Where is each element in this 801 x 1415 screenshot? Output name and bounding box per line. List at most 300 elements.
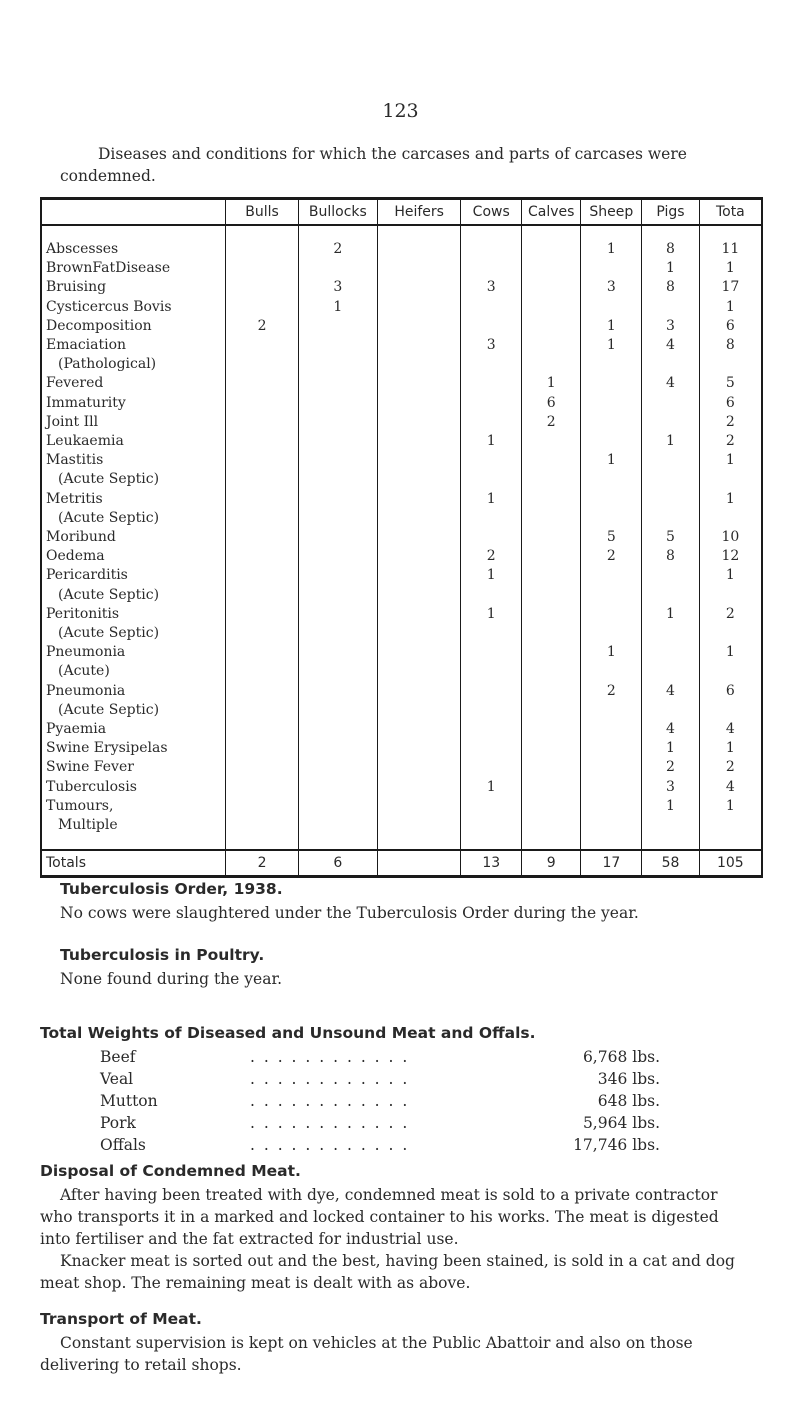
condition-name: Mastitis	[46, 452, 104, 469]
table-row	[41, 394, 762, 413]
condition-cell	[41, 336, 226, 374]
count-cell: 1	[699, 298, 762, 317]
condition-cell	[41, 643, 226, 681]
count-cell: 1	[461, 778, 522, 797]
count-cell	[298, 605, 377, 643]
count-cell: 4	[699, 778, 762, 797]
total-cell: 58	[642, 850, 699, 877]
condition-cell	[41, 720, 226, 739]
condition-cell	[41, 413, 226, 432]
count-cell	[522, 643, 581, 681]
count-cell: 8	[699, 336, 762, 374]
column-header: Calves	[522, 199, 581, 226]
count-cell: 1	[642, 797, 699, 835]
count-cell: 2	[642, 758, 699, 777]
count-cell	[461, 739, 522, 758]
count-cell	[298, 682, 377, 720]
count-cell	[581, 797, 642, 835]
condition-name: Abscesses	[46, 241, 119, 257]
condition-cell	[41, 432, 226, 451]
count-cell: 2	[581, 682, 642, 720]
weight-value: 648 lbs.	[597, 1092, 660, 1110]
table-row	[41, 259, 762, 278]
table-row	[41, 432, 762, 451]
weight-value: 5,964 lbs.	[582, 1114, 660, 1132]
total-cell: 17	[581, 850, 642, 877]
disposal-paragraph-2: Knacker meat is sorted out and the best, having been stained, is sold in a cat and dog meat shop. The remaining meat is dealt with as above.	[40, 1252, 735, 1292]
count-cell	[226, 682, 299, 720]
count-cell	[298, 259, 377, 278]
count-cell	[642, 298, 699, 317]
count-cell	[522, 336, 581, 374]
count-cell: 1	[699, 451, 762, 489]
count-cell: 3	[642, 778, 699, 797]
table-row	[41, 605, 762, 643]
weight-row	[100, 1068, 660, 1090]
count-cell	[298, 451, 377, 489]
count-cell: 6	[699, 682, 762, 720]
count-cell	[522, 490, 581, 528]
weight-row	[100, 1112, 660, 1134]
weight-label: Pork	[100, 1114, 136, 1132]
count-cell	[226, 528, 299, 547]
count-cell	[522, 451, 581, 489]
count-cell	[522, 720, 581, 739]
total-cell: 13	[461, 850, 522, 877]
count-cell	[377, 547, 461, 566]
condition-qualifier: (Acute Septic)	[58, 509, 160, 526]
count-cell	[642, 451, 699, 489]
count-cell: 2	[699, 432, 762, 451]
count-cell: 4	[642, 336, 699, 374]
count-cell	[298, 758, 377, 777]
count-cell	[226, 394, 299, 413]
count-cell	[522, 797, 581, 835]
count-cell	[581, 394, 642, 413]
count-cell: 1	[461, 490, 522, 528]
count-cell	[522, 528, 581, 547]
count-cell: 5	[642, 528, 699, 547]
count-cell: 4	[699, 720, 762, 739]
count-cell: 10	[699, 528, 762, 547]
count-cell	[377, 605, 461, 643]
condition-name: Emaciation	[46, 337, 127, 354]
condition-name: Swine Erysipelas	[46, 740, 168, 757]
count-cell	[461, 317, 522, 336]
disposal-paragraph-1: After having been treated with dye, condemned meat is sold to a private contractor who transports it in a marked and locked container to his works. The meat is digested into fertiliser and the fat extracted for industrial use.	[40, 1186, 719, 1248]
table-row	[41, 720, 762, 739]
count-cell	[226, 566, 299, 604]
table-row	[41, 451, 762, 489]
count-cell: 1	[461, 432, 522, 451]
column-header: Bulls	[226, 199, 299, 226]
count-cell	[522, 682, 581, 720]
count-cell: 11	[699, 240, 762, 259]
count-cell: 1	[581, 336, 642, 374]
condition-qualifier: (Acute Septic)	[58, 586, 160, 603]
condition-name: Swine Fever	[46, 759, 134, 776]
count-cell: 2	[699, 413, 762, 432]
count-cell: 1	[699, 566, 762, 604]
count-cell	[298, 394, 377, 413]
condition-name: Tuberculosis	[46, 778, 137, 795]
count-cell	[461, 259, 522, 278]
count-cell	[522, 317, 581, 336]
count-cell: 2	[581, 547, 642, 566]
table-row	[41, 374, 762, 393]
count-cell	[377, 566, 461, 604]
count-cell	[581, 605, 642, 643]
count-cell	[226, 605, 299, 643]
count-cell	[581, 432, 642, 451]
count-cell	[522, 605, 581, 643]
column-header: Tota	[699, 199, 762, 226]
count-cell	[226, 432, 299, 451]
tb-order-heading: Tuberculosis Order, 1938.	[60, 880, 283, 898]
count-cell	[461, 758, 522, 777]
count-cell	[522, 547, 581, 566]
transport-text: Constant supervision is kept on vehicles at the Public Abattoir and also on those delivering to retail shops.	[40, 1334, 693, 1374]
count-cell	[581, 739, 642, 758]
count-cell: 1	[699, 739, 762, 758]
count-cell	[298, 317, 377, 336]
condition-cell	[41, 490, 226, 528]
count-cell	[226, 490, 299, 528]
count-cell	[461, 797, 522, 835]
count-cell	[298, 413, 377, 432]
count-cell: 1	[581, 451, 642, 489]
count-cell	[298, 374, 377, 393]
count-cell: 1	[581, 317, 642, 336]
count-cell: 5	[581, 528, 642, 547]
count-cell	[377, 298, 461, 317]
count-cell	[522, 432, 581, 451]
weight-row	[100, 1134, 660, 1156]
count-cell: 2	[226, 317, 299, 336]
count-cell	[298, 432, 377, 451]
totals-label: Totals	[41, 850, 226, 877]
count-cell: 1	[461, 566, 522, 604]
condition-name: Leukaemia	[46, 433, 124, 450]
count-cell: 2	[699, 758, 762, 777]
count-cell: 2	[522, 413, 581, 432]
count-cell	[377, 451, 461, 489]
count-cell	[226, 240, 299, 259]
table-row	[41, 490, 762, 528]
count-cell	[461, 240, 522, 259]
count-cell	[226, 758, 299, 777]
count-cell	[377, 490, 461, 528]
condition-name: Cysticercus Bovis	[46, 298, 172, 315]
condition-name: Pneumonia	[46, 644, 126, 661]
table-row	[41, 336, 762, 374]
count-cell	[581, 298, 642, 317]
count-cell	[522, 240, 581, 259]
count-cell	[581, 413, 642, 432]
page-number: 123	[382, 100, 419, 122]
count-cell: 4	[642, 720, 699, 739]
tb-poultry-text: None found during the year.	[60, 970, 283, 988]
weight-label: Beef	[100, 1048, 136, 1066]
count-cell	[226, 547, 299, 566]
intro-text: Diseases and conditions for which the carcases and parts of carcases were condemned.	[60, 145, 687, 185]
total-cell	[377, 850, 461, 877]
count-cell	[298, 720, 377, 739]
count-cell	[226, 336, 299, 374]
table-row	[41, 413, 762, 432]
total-cell: 9	[522, 850, 581, 877]
total-cell: 2	[226, 850, 299, 877]
tb-order-text: No cows were slaughtered under the Tuberculosis Order during the year.	[60, 904, 639, 922]
count-cell	[377, 374, 461, 393]
count-cell: 2	[298, 240, 377, 259]
count-cell	[581, 566, 642, 604]
condition-cell	[41, 758, 226, 777]
count-cell: 1	[522, 374, 581, 393]
count-cell	[642, 643, 699, 681]
count-cell: 3	[642, 317, 699, 336]
count-cell: 1	[642, 605, 699, 643]
condition-qualifier: (Acute Septic)	[58, 471, 160, 488]
count-cell: 12	[699, 547, 762, 566]
weight-label: Veal	[100, 1070, 134, 1088]
count-cell	[642, 413, 699, 432]
count-cell	[642, 394, 699, 413]
count-cell: 17	[699, 278, 762, 297]
count-cell	[226, 797, 299, 835]
count-cell	[522, 758, 581, 777]
condition-name: Pneumonia	[46, 682, 126, 699]
count-cell	[461, 451, 522, 489]
count-cell: 2	[461, 547, 522, 566]
count-cell: 4	[642, 374, 699, 393]
condition-cell	[41, 374, 226, 393]
weight-value: 346 lbs.	[597, 1070, 660, 1088]
count-cell	[226, 298, 299, 317]
count-cell: 6	[522, 394, 581, 413]
condition-cell	[41, 259, 226, 278]
table-row	[41, 240, 762, 259]
count-cell	[226, 451, 299, 489]
count-cell: 3	[461, 336, 522, 374]
condition-cell	[41, 278, 226, 297]
count-cell	[377, 528, 461, 547]
weights-list	[100, 1046, 660, 1156]
count-cell	[461, 528, 522, 547]
count-cell	[226, 278, 299, 297]
weight-dots: . . . . . . . . . . . .	[250, 1136, 410, 1154]
count-cell	[377, 643, 461, 681]
condition-name: Pyaemia	[46, 721, 107, 738]
condition-qualifier: (Pathological)	[58, 356, 157, 373]
count-cell	[461, 298, 522, 317]
table-row	[41, 298, 762, 317]
count-cell	[226, 643, 299, 681]
count-cell: 1	[581, 643, 642, 681]
count-cell	[522, 778, 581, 797]
condition-qualifier: (Acute)	[58, 663, 110, 680]
condition-cell	[41, 566, 226, 604]
table-row	[41, 566, 762, 604]
condition-cell	[41, 797, 226, 835]
count-cell	[581, 778, 642, 797]
count-cell	[377, 432, 461, 451]
weight-dots: . . . . . . . . . . . .	[250, 1092, 410, 1110]
condition-name: Immaturity	[46, 394, 126, 411]
disposal-heading: Disposal of Condemned Meat.	[40, 1162, 301, 1180]
count-cell	[377, 413, 461, 432]
count-cell: 4	[642, 682, 699, 720]
count-cell: 1	[642, 259, 699, 278]
count-cell: 1	[298, 298, 377, 317]
count-cell	[377, 739, 461, 758]
count-cell: 1	[642, 739, 699, 758]
table-header-row	[41, 199, 762, 226]
count-cell	[298, 547, 377, 566]
condition-name: Moribund	[46, 529, 116, 546]
spacer-row	[41, 835, 762, 850]
condition-qualifier: Multiple	[58, 817, 118, 834]
weight-value: 6,768 lbs.	[582, 1048, 660, 1066]
table-row	[41, 528, 762, 547]
count-cell: 1	[461, 605, 522, 643]
condition-cell	[41, 682, 226, 720]
column-header: Pigs	[642, 199, 699, 226]
weights-heading: Total Weights of Diseased and Unsound Meat and Offals.	[40, 1024, 536, 1042]
table-row	[41, 682, 762, 720]
weight-row	[100, 1046, 660, 1068]
count-cell	[581, 259, 642, 278]
weight-row	[100, 1090, 660, 1112]
count-cell	[377, 336, 461, 374]
condition-cell	[41, 394, 226, 413]
condition-cell	[41, 778, 226, 797]
condition-qualifier: (Acute Septic)	[58, 625, 160, 642]
transport-heading: Transport of Meat.	[40, 1310, 202, 1328]
count-cell: 1	[699, 490, 762, 528]
weight-label: Offals	[100, 1136, 146, 1154]
count-cell	[522, 278, 581, 297]
weight-value: 17,746 lbs.	[573, 1136, 660, 1154]
condition-cell	[41, 451, 226, 489]
count-cell: 3	[461, 278, 522, 297]
count-cell: 1	[699, 797, 762, 835]
table-row	[41, 758, 762, 777]
tb-poultry-heading: Tuberculosis in Poultry.	[60, 946, 265, 964]
count-cell	[522, 298, 581, 317]
condemnation-table	[40, 197, 763, 878]
count-cell	[461, 413, 522, 432]
count-cell: 8	[642, 547, 699, 566]
count-cell: 8	[642, 278, 699, 297]
condition-cell	[41, 240, 226, 259]
count-cell: 1	[699, 643, 762, 681]
table-body	[41, 225, 762, 877]
count-cell	[377, 797, 461, 835]
table-row	[41, 778, 762, 797]
count-cell: 1	[581, 240, 642, 259]
condition-cell	[41, 547, 226, 566]
count-cell	[298, 739, 377, 758]
condition-name: Bruising	[46, 279, 107, 296]
table-row	[41, 278, 762, 297]
count-cell	[226, 720, 299, 739]
count-cell: 2	[699, 605, 762, 643]
count-cell	[377, 394, 461, 413]
condition-name: Peritonitis	[46, 605, 120, 622]
count-cell: 5	[699, 374, 762, 393]
count-cell	[298, 797, 377, 835]
total-cell: 6	[298, 850, 377, 877]
count-cell: 1	[699, 259, 762, 278]
count-cell	[298, 643, 377, 681]
condition-name: BrownFatDisease	[46, 260, 171, 277]
condition-name: Oedema	[46, 548, 105, 565]
count-cell	[226, 259, 299, 278]
column-header: Sheep	[581, 199, 642, 226]
totals-row	[41, 850, 762, 877]
condition-cell	[41, 605, 226, 643]
count-cell	[522, 259, 581, 278]
condition-name: Pericarditis	[46, 567, 128, 584]
count-cell	[581, 758, 642, 777]
count-cell: 6	[699, 394, 762, 413]
count-cell	[226, 413, 299, 432]
count-cell	[461, 394, 522, 413]
count-cell	[377, 720, 461, 739]
count-cell: 3	[581, 278, 642, 297]
count-cell	[642, 490, 699, 528]
count-cell	[522, 566, 581, 604]
count-cell	[581, 374, 642, 393]
condition-cell	[41, 528, 226, 547]
condition-qualifier: (Acute Septic)	[58, 701, 160, 718]
count-cell	[461, 682, 522, 720]
count-cell	[581, 490, 642, 528]
condition-name: Decomposition	[46, 317, 152, 334]
count-cell	[226, 374, 299, 393]
table-row	[41, 317, 762, 336]
count-cell	[461, 374, 522, 393]
weight-dots: . . . . . . . . . . . .	[250, 1114, 410, 1132]
column-header: Bullocks	[298, 199, 377, 226]
count-cell	[377, 240, 461, 259]
count-cell	[298, 528, 377, 547]
column-header: Heifers	[377, 199, 461, 226]
table-row	[41, 547, 762, 566]
count-cell: 8	[642, 240, 699, 259]
count-cell	[377, 758, 461, 777]
count-cell	[226, 739, 299, 758]
count-cell	[461, 720, 522, 739]
condition-name: Joint Ill	[46, 413, 99, 430]
condition-cell	[41, 739, 226, 758]
count-cell	[377, 259, 461, 278]
count-cell: 3	[298, 278, 377, 297]
table-row	[41, 797, 762, 835]
count-cell	[581, 720, 642, 739]
count-cell	[226, 778, 299, 797]
table-row	[41, 643, 762, 681]
count-cell	[298, 490, 377, 528]
count-cell	[377, 317, 461, 336]
count-cell	[298, 566, 377, 604]
count-cell	[642, 566, 699, 604]
condition-cell	[41, 317, 226, 336]
weight-dots: . . . . . . . . . . . .	[250, 1048, 410, 1066]
count-cell: 1	[642, 432, 699, 451]
column-header: Cows	[461, 199, 522, 226]
